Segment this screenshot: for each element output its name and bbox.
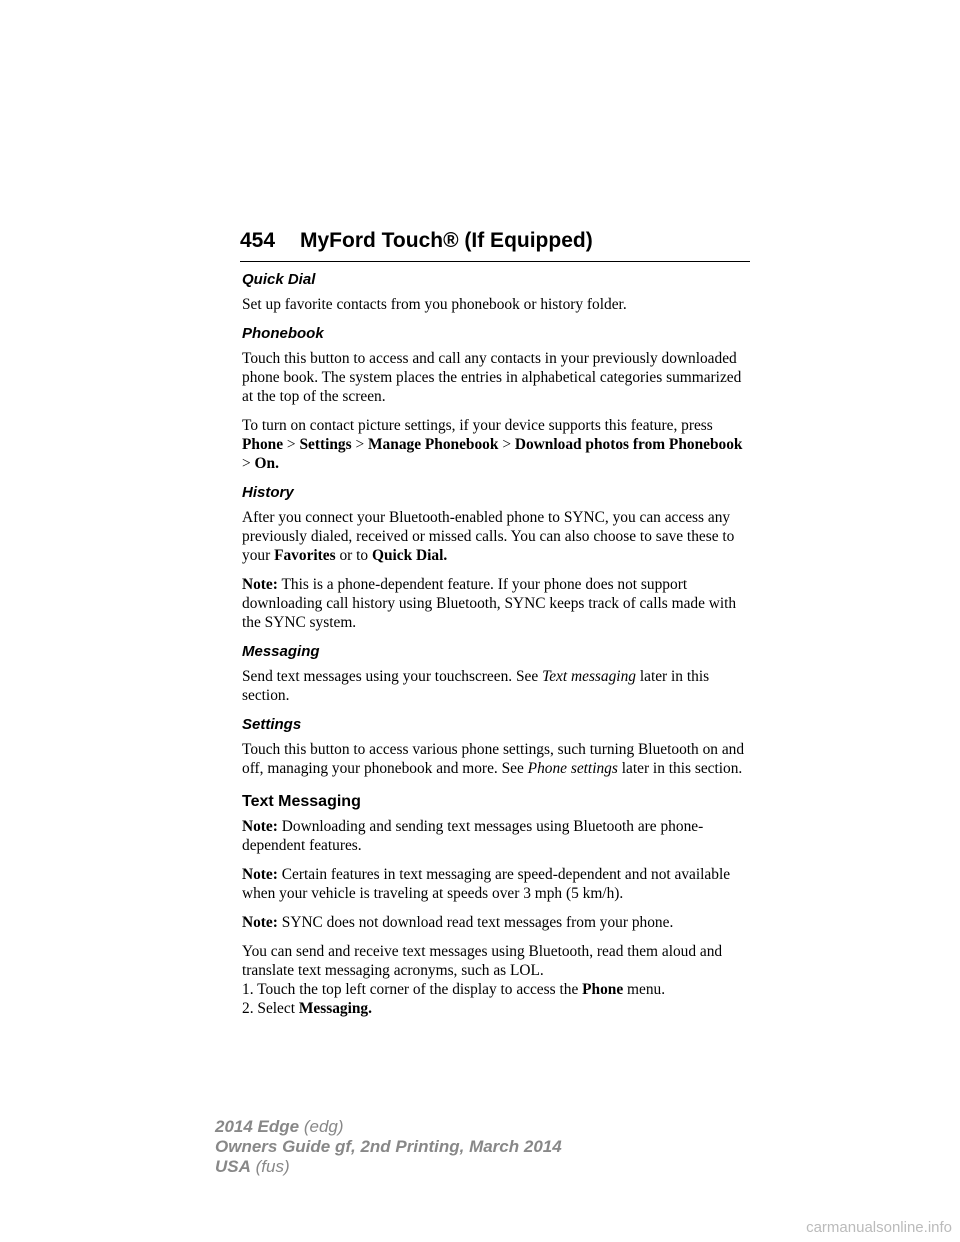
path-download-photos: Download photos from Phonebook: [514, 436, 743, 453]
footer-line-3: [215, 1157, 562, 1177]
messaging-text: [242, 667, 750, 705]
history-or-to: or to: [339, 547, 369, 564]
settings-text-2: later in this section.: [621, 760, 743, 777]
quick-dial-text: Set up favorite contacts from you phonebook or history folder.: [242, 296, 627, 313]
note-label: Note:: [242, 914, 278, 931]
footer-model-code: (edg): [303, 1117, 344, 1136]
phonebook-photo-instructions: [242, 416, 750, 473]
path-settings: Settings: [299, 436, 352, 453]
text-messaging-note-3: [242, 913, 750, 932]
path-manage-phonebook: Manage Phonebook: [368, 436, 499, 453]
text-messaging-reference: Text messaging: [542, 668, 636, 685]
history-text-1: After you connect your Bluetooth-enabled phone to SYNC, you can access any previously dialed, received or missed calls. You can also choose to save these to your: [242, 509, 735, 564]
path-separator: >: [355, 436, 365, 453]
history-text: [242, 508, 750, 565]
history-note-text: This is a phone-dependent feature. If your phone does not support downloading call history using Bluetooth, SYNC keeps track of calls made with the SYNC system.: [242, 576, 737, 631]
path-separator: >: [502, 436, 511, 453]
note-text-3: SYNC does not download read text messages from your phone.: [281, 914, 674, 931]
chapter-title: MyFord Touch® (If Equipped): [300, 229, 593, 252]
note-text-1: Downloading and sending text messages using Bluetooth are phone-dependent features.: [242, 818, 704, 854]
photo-intro: To turn on contact picture settings, if your device supports this feature, press: [242, 417, 713, 434]
step-1-text: 1. Touch the top left corner of the display to access the: [242, 981, 579, 998]
history-note: [242, 575, 750, 632]
text-messaging-note-1: [242, 817, 750, 855]
step-1: [242, 980, 750, 999]
page-footer: [215, 1117, 562, 1177]
page-content: [242, 270, 750, 1018]
settings-text: [242, 740, 750, 778]
phone-menu-term: Phone: [582, 981, 624, 998]
step-2: [242, 999, 750, 1018]
phonebook-text: Touch this button to access and call any contacts in your previously downloaded phone book. The system places the entries in alphabetical categories summarized at the top of the screen.: [242, 350, 742, 405]
heading-phonebook: Phonebook: [242, 325, 324, 342]
text-messaging-intro: You can send and receive text messages using Bluetooth, read them aloud and translate text messaging acronyms, such as LOL.: [242, 943, 723, 979]
page-number: 454: [240, 229, 276, 252]
watermark: carmanualsonline.info: [806, 1219, 952, 1236]
favorites-term: Favorites: [274, 547, 336, 564]
quick-dial-term: Quick Dial.: [371, 547, 448, 564]
settings-text-1: Touch this button to access various phone settings, such turning Bluetooth on and off, managing your phonebook and more. See: [242, 741, 745, 777]
heading-messaging: Messaging: [242, 643, 320, 660]
page-header: [240, 229, 750, 262]
heading-settings: Settings: [242, 716, 302, 733]
step-1-end: menu.: [627, 981, 666, 998]
footer-market: USA: [215, 1157, 251, 1176]
footer-market-code: (fus): [255, 1157, 290, 1176]
footer-model: 2014 Edge: [215, 1117, 300, 1136]
note-label: Note:: [242, 576, 278, 593]
heading-history: History: [242, 484, 294, 501]
footer-line-1: [215, 1117, 562, 1137]
messaging-text-1: Send text messages using your touchscreen. See: [242, 668, 539, 685]
step-2-text: 2. Select: [242, 1000, 295, 1017]
footer-line-2: Owners Guide gf, 2nd Printing, March 2014: [215, 1137, 562, 1156]
note-text-2: Certain features in text messaging are speed-dependent and not available when your vehicle is traveling at speeds over 3 mph (5 km/h).: [242, 866, 731, 902]
phone-settings-reference: Phone settings: [527, 760, 618, 777]
text-messaging-note-2: [242, 865, 750, 903]
heading-text-messaging: Text Messaging: [242, 793, 361, 810]
messaging-text-2: later in this section.: [242, 668, 710, 704]
note-label: Note:: [242, 818, 278, 835]
path-phone: Phone: [242, 436, 284, 453]
messaging-term: Messaging.: [298, 1000, 372, 1017]
heading-quick-dial: Quick Dial: [242, 271, 316, 288]
path-separator: >: [286, 436, 296, 453]
path-separator: >: [242, 455, 251, 472]
note-label: Note:: [242, 866, 278, 883]
path-on: On.: [254, 455, 279, 472]
